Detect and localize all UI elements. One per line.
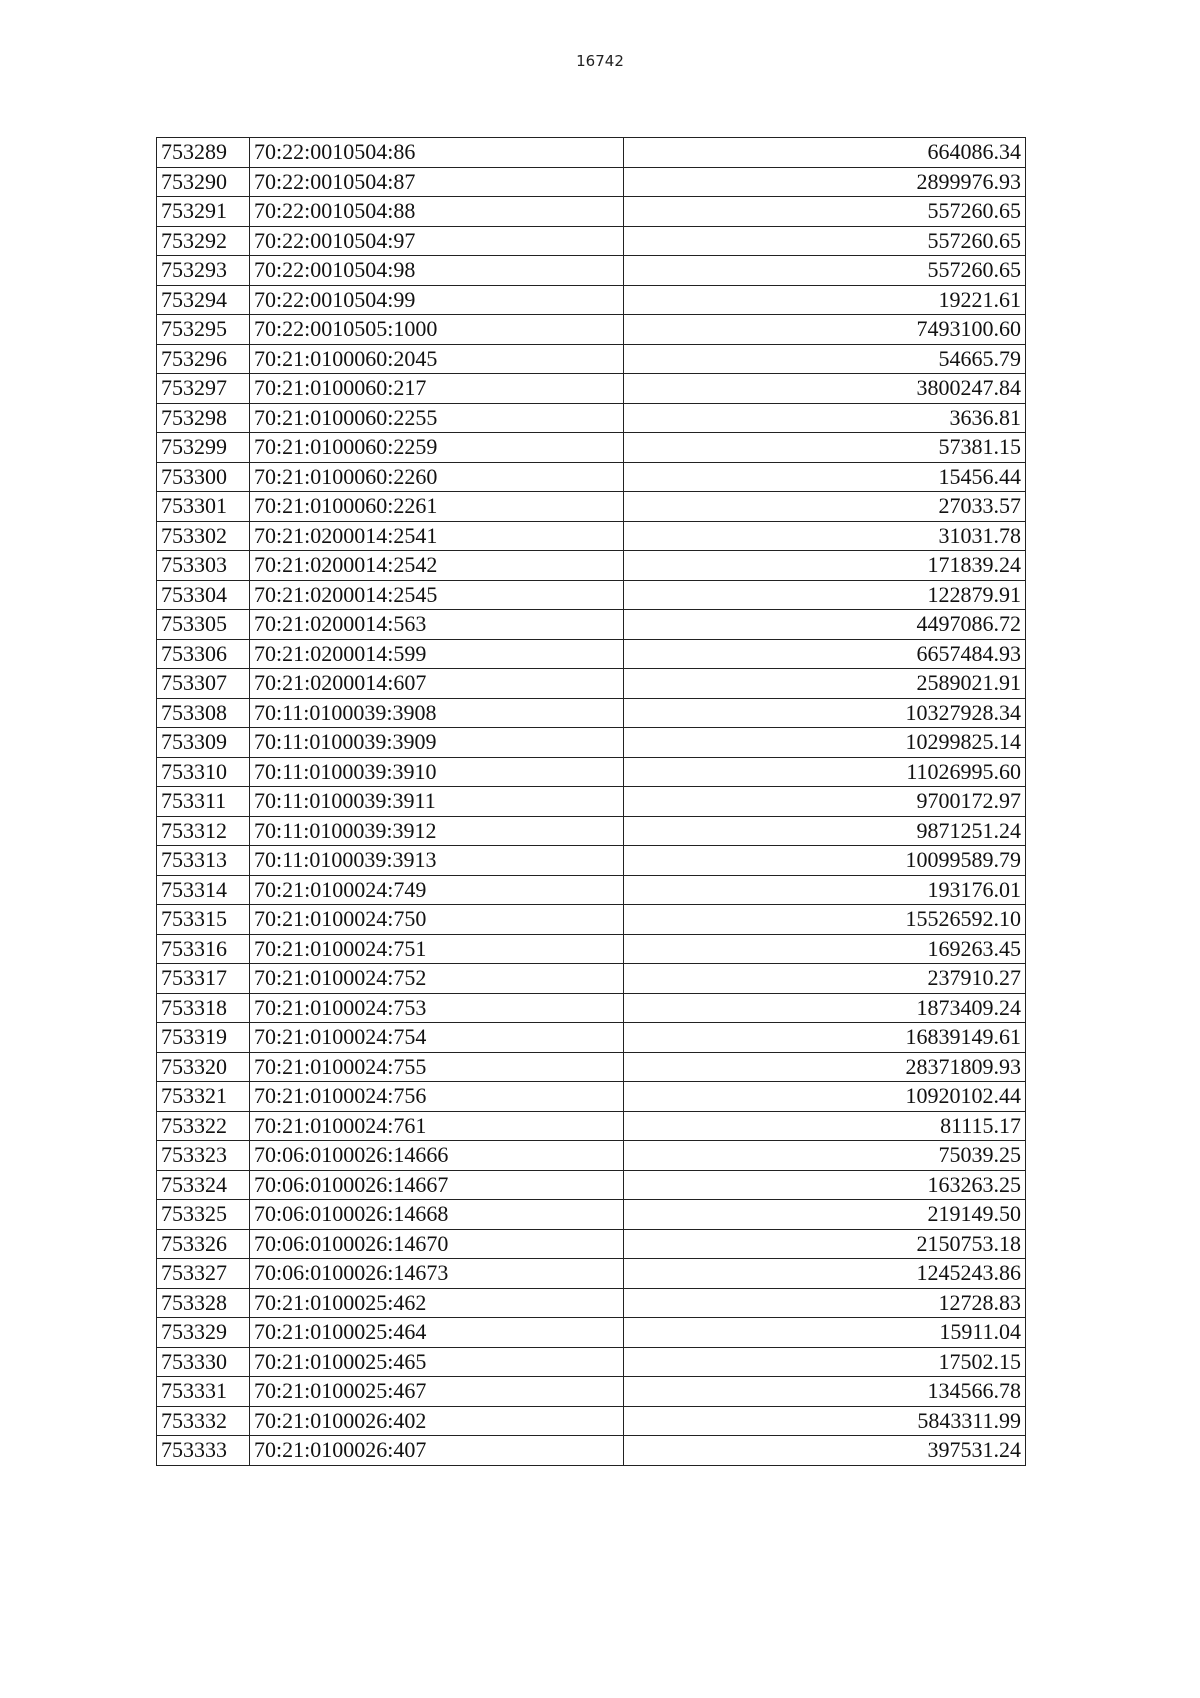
table-row (157, 1111, 1026, 1141)
table-row (157, 610, 1026, 640)
row-number-cell: 753299 (157, 433, 250, 463)
cadastral-value-cell: 557260.65 (624, 256, 1026, 286)
table-row (157, 1023, 1026, 1053)
cadastral-value-table (156, 137, 1026, 1466)
table-row (157, 462, 1026, 492)
row-number-cell: 753289 (157, 138, 250, 168)
row-number-cell: 753315 (157, 905, 250, 935)
cadastral-number-cell: 70:11:0100039:3913 (250, 846, 624, 876)
table-row (157, 728, 1026, 758)
row-number-cell: 753309 (157, 728, 250, 758)
table-row (157, 816, 1026, 846)
cadastral-number-cell: 70:21:0100024:756 (250, 1082, 624, 1112)
cadastral-value-cell: 9871251.24 (624, 816, 1026, 846)
cadastral-value-cell: 397531.24 (624, 1436, 1026, 1466)
cadastral-number-cell: 70:21:0200014:2541 (250, 521, 624, 551)
cadastral-value-cell: 4497086.72 (624, 610, 1026, 640)
row-number-cell: 753304 (157, 580, 250, 610)
row-number-cell: 753303 (157, 551, 250, 581)
table-row (157, 1170, 1026, 1200)
row-number-cell: 753323 (157, 1141, 250, 1171)
cadastral-number-cell: 70:21:0100024:752 (250, 964, 624, 994)
row-number-cell: 753313 (157, 846, 250, 876)
cadastral-number-cell: 70:21:0200014:563 (250, 610, 624, 640)
cadastral-number-cell: 70:22:0010504:97 (250, 226, 624, 256)
cadastral-value-cell: 10299825.14 (624, 728, 1026, 758)
row-number-cell: 753307 (157, 669, 250, 699)
cadastral-value-cell: 134566.78 (624, 1377, 1026, 1407)
table-row (157, 492, 1026, 522)
table-row (157, 1406, 1026, 1436)
cadastral-number-cell: 70:11:0100039:3912 (250, 816, 624, 846)
table-row (157, 167, 1026, 197)
cadastral-number-cell: 70:21:0100060:2261 (250, 492, 624, 522)
cadastral-number-cell: 70:21:0100024:761 (250, 1111, 624, 1141)
cadastral-value-cell: 15456.44 (624, 462, 1026, 492)
row-number-cell: 753308 (157, 698, 250, 728)
cadastral-value-cell: 54665.79 (624, 344, 1026, 374)
row-number-cell: 753305 (157, 610, 250, 640)
cadastral-value-cell: 171839.24 (624, 551, 1026, 581)
cadastral-value-cell: 10099589.79 (624, 846, 1026, 876)
cadastral-number-cell: 70:06:0100026:14667 (250, 1170, 624, 1200)
cadastral-value-cell: 2899976.93 (624, 167, 1026, 197)
cadastral-value-cell: 219149.50 (624, 1200, 1026, 1230)
table-row (157, 551, 1026, 581)
row-number-cell: 753312 (157, 816, 250, 846)
table-row (157, 757, 1026, 787)
cadastral-number-cell: 70:11:0100039:3908 (250, 698, 624, 728)
cadastral-number-cell: 70:21:0200014:607 (250, 669, 624, 699)
table-row (157, 787, 1026, 817)
row-number-cell: 753325 (157, 1200, 250, 1230)
cadastral-number-cell: 70:21:0100024:751 (250, 934, 624, 964)
row-number-cell: 753329 (157, 1318, 250, 1348)
row-number-cell: 753330 (157, 1347, 250, 1377)
table-row (157, 639, 1026, 669)
cadastral-value-cell: 9700172.97 (624, 787, 1026, 817)
table-row (157, 905, 1026, 935)
table-row (157, 1229, 1026, 1259)
cadastral-value-cell: 15911.04 (624, 1318, 1026, 1348)
cadastral-number-cell: 70:06:0100026:14670 (250, 1229, 624, 1259)
cadastral-value-cell: 10327928.34 (624, 698, 1026, 728)
cadastral-number-cell: 70:21:0100060:2259 (250, 433, 624, 463)
cadastral-number-cell: 70:21:0100025:462 (250, 1288, 624, 1318)
row-number-cell: 753333 (157, 1436, 250, 1466)
row-number-cell: 753322 (157, 1111, 250, 1141)
table-row (157, 1082, 1026, 1112)
cadastral-value-cell: 3636.81 (624, 403, 1026, 433)
table-row (157, 403, 1026, 433)
cadastral-number-cell: 70:22:0010504:98 (250, 256, 624, 286)
cadastral-value-cell: 3800247.84 (624, 374, 1026, 404)
row-number-cell: 753297 (157, 374, 250, 404)
cadastral-value-cell: 57381.15 (624, 433, 1026, 463)
cadastral-value-cell: 81115.17 (624, 1111, 1026, 1141)
cadastral-number-cell: 70:21:0200014:2542 (250, 551, 624, 581)
cadastral-value-cell: 1873409.24 (624, 993, 1026, 1023)
cadastral-value-cell: 2589021.91 (624, 669, 1026, 699)
cadastral-number-cell: 70:11:0100039:3909 (250, 728, 624, 758)
table-row (157, 197, 1026, 227)
cadastral-value-cell: 5843311.99 (624, 1406, 1026, 1436)
table-row (157, 433, 1026, 463)
cadastral-number-cell: 70:06:0100026:14673 (250, 1259, 624, 1289)
cadastral-number-cell: 70:21:0100024:749 (250, 875, 624, 905)
row-number-cell: 753298 (157, 403, 250, 433)
cadastral-value-cell: 17502.15 (624, 1347, 1026, 1377)
cadastral-number-cell: 70:21:0100025:467 (250, 1377, 624, 1407)
cadastral-number-cell: 70:06:0100026:14666 (250, 1141, 624, 1171)
row-number-cell: 753318 (157, 993, 250, 1023)
table-row (157, 138, 1026, 168)
row-number-cell: 753327 (157, 1259, 250, 1289)
row-number-cell: 753321 (157, 1082, 250, 1112)
cadastral-value-cell: 31031.78 (624, 521, 1026, 551)
row-number-cell: 753316 (157, 934, 250, 964)
row-number-cell: 753291 (157, 197, 250, 227)
table-row (157, 1200, 1026, 1230)
table-row (157, 993, 1026, 1023)
row-number-cell: 753319 (157, 1023, 250, 1053)
cadastral-value-cell: 7493100.60 (624, 315, 1026, 345)
cadastral-number-cell: 70:21:0100060:2260 (250, 462, 624, 492)
table-row (157, 521, 1026, 551)
row-number-cell: 753311 (157, 787, 250, 817)
row-number-cell: 753302 (157, 521, 250, 551)
cadastral-number-cell: 70:21:0100024:755 (250, 1052, 624, 1082)
cadastral-number-cell: 70:21:0200014:599 (250, 639, 624, 669)
cadastral-value-cell: 11026995.60 (624, 757, 1026, 787)
table-row (157, 256, 1026, 286)
row-number-cell: 753301 (157, 492, 250, 522)
cadastral-number-cell: 70:21:0100060:2255 (250, 403, 624, 433)
cadastral-value-cell: 15526592.10 (624, 905, 1026, 935)
cadastral-number-cell: 70:11:0100039:3910 (250, 757, 624, 787)
cadastral-number-cell: 70:22:0010504:86 (250, 138, 624, 168)
cadastral-value-cell: 169263.45 (624, 934, 1026, 964)
cadastral-number-cell: 70:21:0100026:402 (250, 1406, 624, 1436)
cadastral-value-cell: 12728.83 (624, 1288, 1026, 1318)
row-number-cell: 753293 (157, 256, 250, 286)
table-body (157, 138, 1026, 1466)
cadastral-number-cell: 70:21:0100024:750 (250, 905, 624, 935)
row-number-cell: 753331 (157, 1377, 250, 1407)
row-number-cell: 753295 (157, 315, 250, 345)
cadastral-value-cell: 75039.25 (624, 1141, 1026, 1171)
table-row (157, 1288, 1026, 1318)
table-row (157, 846, 1026, 876)
table-row (157, 875, 1026, 905)
cadastral-number-cell: 70:22:0010504:87 (250, 167, 624, 197)
cadastral-value-cell: 122879.91 (624, 580, 1026, 610)
table-row (157, 1318, 1026, 1348)
cadastral-number-cell: 70:11:0100039:3911 (250, 787, 624, 817)
row-number-cell: 753326 (157, 1229, 250, 1259)
cadastral-number-cell: 70:21:0100060:217 (250, 374, 624, 404)
table-row (157, 580, 1026, 610)
row-number-cell: 753306 (157, 639, 250, 669)
cadastral-value-cell: 163263.25 (624, 1170, 1026, 1200)
cadastral-value-cell: 6657484.93 (624, 639, 1026, 669)
cadastral-number-cell: 70:21:0100025:465 (250, 1347, 624, 1377)
row-number-cell: 753292 (157, 226, 250, 256)
row-number-cell: 753300 (157, 462, 250, 492)
table-row (157, 1052, 1026, 1082)
row-number-cell: 753332 (157, 1406, 250, 1436)
table-row (157, 934, 1026, 964)
table-row (157, 285, 1026, 315)
row-number-cell: 753310 (157, 757, 250, 787)
cadastral-number-cell: 70:21:0200014:2545 (250, 580, 624, 610)
table-row (157, 964, 1026, 994)
cadastral-number-cell: 70:21:0100024:753 (250, 993, 624, 1023)
cadastral-value-cell: 557260.65 (624, 197, 1026, 227)
cadastral-value-cell: 2150753.18 (624, 1229, 1026, 1259)
cadastral-value-cell: 28371809.93 (624, 1052, 1026, 1082)
cadastral-value-cell: 10920102.44 (624, 1082, 1026, 1112)
row-number-cell: 753290 (157, 167, 250, 197)
table-row (157, 669, 1026, 699)
cadastral-number-cell: 70:21:0100024:754 (250, 1023, 624, 1053)
cadastral-number-cell: 70:06:0100026:14668 (250, 1200, 624, 1230)
cadastral-value-cell: 557260.65 (624, 226, 1026, 256)
row-number-cell: 753294 (157, 285, 250, 315)
row-number-cell: 753317 (157, 964, 250, 994)
row-number-cell: 753320 (157, 1052, 250, 1082)
cadastral-number-cell: 70:22:0010504:99 (250, 285, 624, 315)
page-number: 16742 (576, 52, 624, 70)
table-row (157, 1436, 1026, 1466)
table-row (157, 1259, 1026, 1289)
cadastral-number-cell: 70:22:0010504:88 (250, 197, 624, 227)
table-row (157, 226, 1026, 256)
row-number-cell: 753328 (157, 1288, 250, 1318)
cadastral-value-cell: 27033.57 (624, 492, 1026, 522)
table-row (157, 1141, 1026, 1171)
cadastral-value-cell: 664086.34 (624, 138, 1026, 168)
table-row (157, 374, 1026, 404)
cadastral-number-cell: 70:21:0100060:2045 (250, 344, 624, 374)
row-number-cell: 753314 (157, 875, 250, 905)
table-row (157, 1347, 1026, 1377)
cadastral-value-cell: 237910.27 (624, 964, 1026, 994)
table-row (157, 1377, 1026, 1407)
cadastral-value-cell: 193176.01 (624, 875, 1026, 905)
cadastral-number-cell: 70:21:0100025:464 (250, 1318, 624, 1348)
cadastral-number-cell: 70:21:0100026:407 (250, 1436, 624, 1466)
table-row (157, 315, 1026, 345)
row-number-cell: 753324 (157, 1170, 250, 1200)
cadastral-number-cell: 70:22:0010505:1000 (250, 315, 624, 345)
cadastral-value-cell: 16839149.61 (624, 1023, 1026, 1053)
table-row (157, 344, 1026, 374)
cadastral-value-cell: 19221.61 (624, 285, 1026, 315)
table-row (157, 698, 1026, 728)
row-number-cell: 753296 (157, 344, 250, 374)
cadastral-value-cell: 1245243.86 (624, 1259, 1026, 1289)
